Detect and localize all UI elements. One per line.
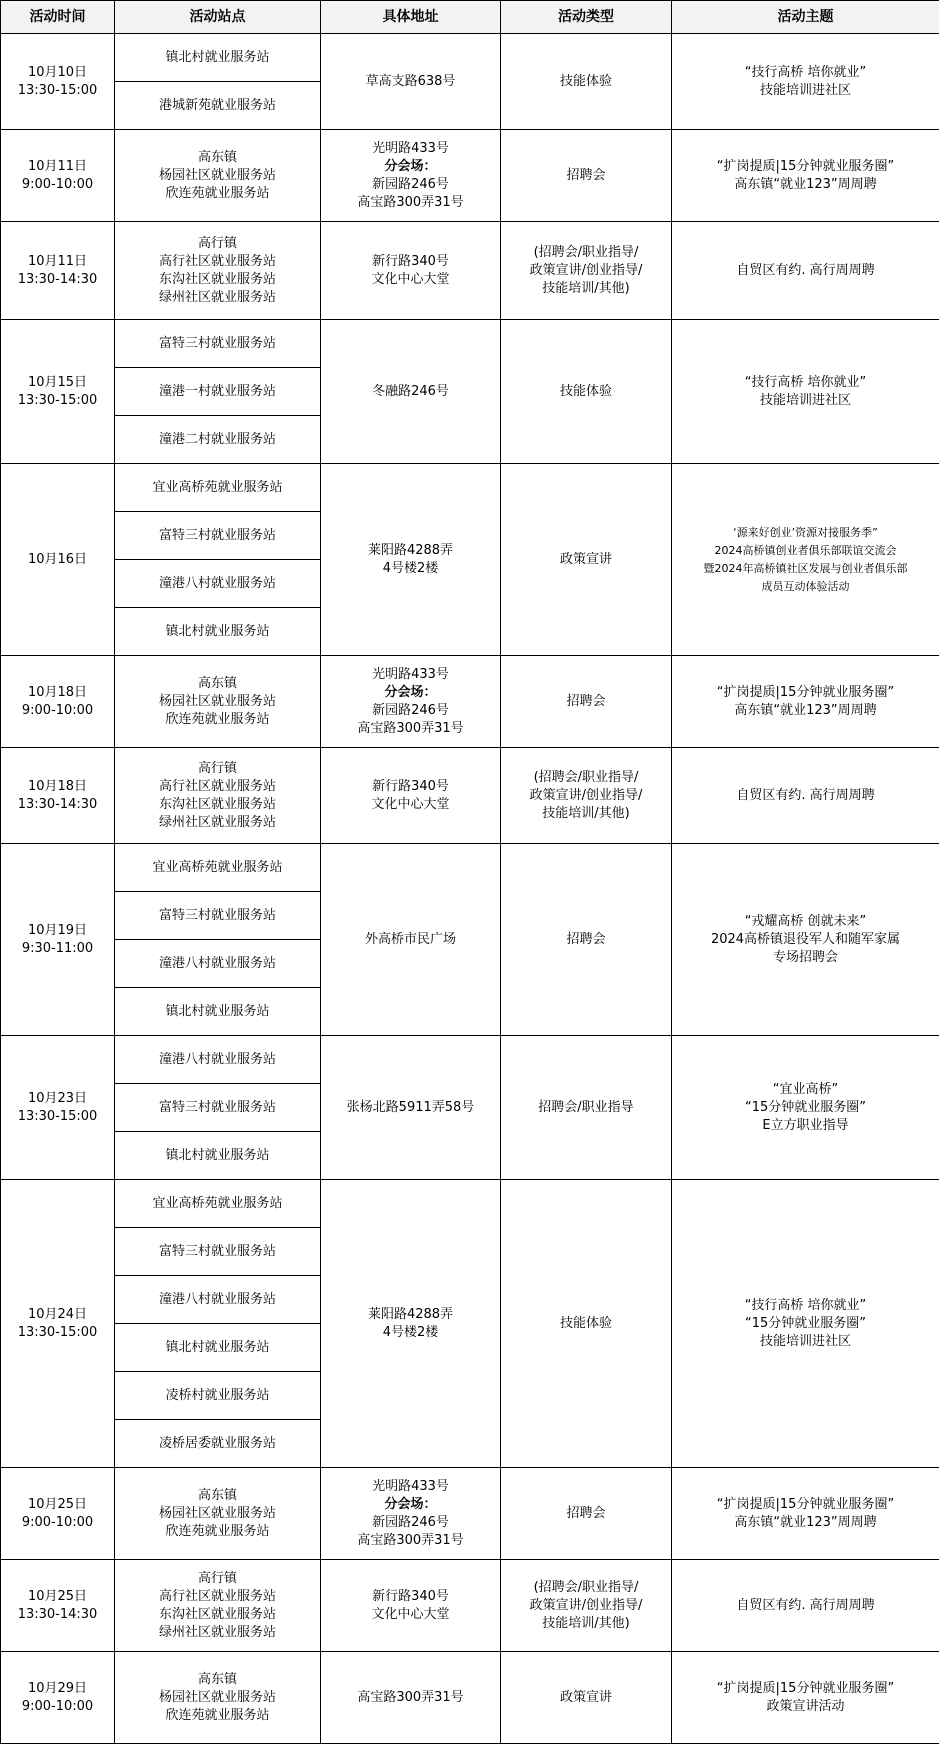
table-row <box>1 844 939 892</box>
cell-address <box>321 1652 501 1744</box>
cell-type: 招聘会 <box>501 1468 672 1560</box>
cell-theme: “扩岗提质|15分钟就业服务圈” 高东镇“就业123”周周聘 <box>672 130 939 222</box>
cell-time: 10月18日 9:00-10:00 <box>1 656 115 748</box>
cell-site: 富特三村就业服务站 <box>115 512 321 560</box>
address-line: 草高支路638号 <box>365 73 456 89</box>
table-row <box>1 1180 939 1228</box>
cell-address <box>321 320 501 464</box>
header-row <box>1 1 939 34</box>
address-line: 高宝路300弄31号 <box>357 194 464 210</box>
address-line: 新园路246号 <box>372 1514 449 1530</box>
cell-type: 技能体验 <box>501 1180 672 1468</box>
table-row <box>1 1560 939 1652</box>
cell-site: 港城新苑就业服务站 <box>115 82 321 130</box>
cell-type: 技能体验 <box>501 34 672 130</box>
cell-theme: 自贸区有约. 高行周周聘 <box>672 1560 939 1652</box>
cell-address <box>321 464 501 656</box>
address-line: 高宝路300弄31号 <box>357 1689 464 1705</box>
cell-theme: “扩岗提质|15分钟就业服务圈” 政策宣讲活动 <box>672 1652 939 1744</box>
header-theme: 活动主题 <box>672 1 939 34</box>
cell-theme: “扩岗提质|15分钟就业服务圈” 高东镇“就业123”周周聘 <box>672 656 939 748</box>
cell-site: 富特三村就业服务站 <box>115 1084 321 1132</box>
table-row <box>1 1468 939 1560</box>
cell-time: 10月25日 9:00-10:00 <box>1 1468 115 1560</box>
address-line: 光明路433号 <box>372 666 449 682</box>
cell-address <box>321 222 501 320</box>
cell-site: 高东镇 杨园社区就业服务站 欣连苑就业服务站 <box>115 1652 321 1744</box>
address-line: 高宝路300弄31号 <box>357 1532 464 1548</box>
cell-site: 高东镇 杨园社区就业服务站 欣连苑就业服务站 <box>115 656 321 748</box>
address-line: 分会场： <box>384 1496 437 1512</box>
cell-site: 高东镇 杨园社区就业服务站 欣连苑就业服务站 <box>115 1468 321 1560</box>
cell-time: 10月16日 <box>1 464 115 656</box>
cell-theme: ‘源来好创业’资源对接服务季” 2024高桥镇创业者俱乐部联谊交流会 暨2024年高桥镇社区发展与创业者俱乐部 成员互动体验活动 <box>672 464 939 656</box>
cell-address <box>321 1560 501 1652</box>
cell-theme: 自贸区有约. 高行周周聘 <box>672 748 939 844</box>
address-line: 张杨北路5911弄58号 <box>346 1099 475 1115</box>
address-line: 4号楼2楼 <box>382 560 439 576</box>
table-row <box>1 34 939 82</box>
address-line: 莱阳路4288弄 <box>367 542 454 558</box>
cell-theme: “扩岗提质|15分钟就业服务圈” 高东镇“就业123”周周聘 <box>672 1468 939 1560</box>
cell-type: (招聘会/职业指导/ 政策宣讲/创业指导/ 技能培训/其他) <box>501 748 672 844</box>
cell-site: 宜业高桥苑就业服务站 <box>115 464 321 512</box>
table-row <box>1 1652 939 1744</box>
cell-site: 潼港二村就业服务站 <box>115 416 321 464</box>
cell-address <box>321 656 501 748</box>
table-row <box>1 320 939 368</box>
cell-time: 10月11日 9:00-10:00 <box>1 130 115 222</box>
address-line: 新园路246号 <box>372 176 449 192</box>
cell-site: 镇北村就业服务站 <box>115 608 321 656</box>
cell-type: 招聘会 <box>501 656 672 748</box>
cell-type: (招聘会/职业指导/ 政策宣讲/创业指导/ 技能培训/其他) <box>501 222 672 320</box>
cell-site: 高行镇 高行社区就业服务站 东沟社区就业服务站 绿州社区就业服务站 <box>115 222 321 320</box>
cell-site: 潼港八村就业服务站 <box>115 560 321 608</box>
header-type: 活动类型 <box>501 1 672 34</box>
cell-address <box>321 748 501 844</box>
cell-type: 招聘会 <box>501 844 672 1036</box>
address-line: 分会场： <box>384 158 437 174</box>
table-row <box>1 464 939 512</box>
cell-site: 高行镇 高行社区就业服务站 东沟社区就业服务站 绿州社区就业服务站 <box>115 748 321 844</box>
address-line: 高宝路300弄31号 <box>357 720 464 736</box>
header-address: 具体地址 <box>321 1 501 34</box>
address-line: 光明路433号 <box>372 1478 449 1494</box>
address-line: 分会场： <box>384 684 437 700</box>
cell-site: 凌桥居委就业服务站 <box>115 1420 321 1468</box>
cell-site: 潼港一村就业服务站 <box>115 368 321 416</box>
table-row <box>1 748 939 844</box>
cell-time: 10月19日 9:30-11:00 <box>1 844 115 1036</box>
cell-site: 富特三村就业服务站 <box>115 1228 321 1276</box>
table-body <box>1 34 939 1744</box>
cell-address <box>321 1036 501 1180</box>
cell-site: 镇北村就业服务站 <box>115 1132 321 1180</box>
cell-time: 10月25日 13:30-14:30 <box>1 1560 115 1652</box>
address-line: 莱阳路4288弄 <box>367 1306 454 1322</box>
address-line: 新行路340号 <box>372 253 449 269</box>
cell-time: 10月11日 13:30-14:30 <box>1 222 115 320</box>
cell-address <box>321 1468 501 1560</box>
address-line: 文化中心大堂 <box>371 1606 450 1622</box>
cell-site: 宜业高桥苑就业服务站 <box>115 844 321 892</box>
table-row <box>1 1036 939 1084</box>
cell-type: 政策宣讲 <box>501 1652 672 1744</box>
cell-site: 镇北村就业服务站 <box>115 988 321 1036</box>
cell-site: 潼港八村就业服务站 <box>115 1276 321 1324</box>
cell-site: 富特三村就业服务站 <box>115 320 321 368</box>
cell-time: 10月29日 9:00-10:00 <box>1 1652 115 1744</box>
cell-theme: “技行高桥 培你就业” 技能培训进社区 <box>672 320 939 464</box>
table-row <box>1 130 939 222</box>
cell-theme: “戎耀高桥 创就未来” 2024高桥镇退役军人和随军家属 专场招聘会 <box>672 844 939 1036</box>
cell-type: (招聘会/职业指导/ 政策宣讲/创业指导/ 技能培训/其他) <box>501 1560 672 1652</box>
header-site: 活动站点 <box>115 1 321 34</box>
address-line: 外高桥市民广场 <box>364 931 456 947</box>
cell-time: 10月10日 13:30-15:00 <box>1 34 115 130</box>
cell-time: 10月23日 13:30-15:00 <box>1 1036 115 1180</box>
header-time: 活动时间 <box>1 1 115 34</box>
address-line: 光明路433号 <box>372 140 449 156</box>
cell-time: 10月15日 13:30-15:00 <box>1 320 115 464</box>
cell-type: 政策宣讲 <box>501 464 672 656</box>
cell-time: 10月18日 13:30-14:30 <box>1 748 115 844</box>
address-line: 新园路246号 <box>372 702 449 718</box>
cell-site: 富特三村就业服务站 <box>115 892 321 940</box>
cell-site: 潼港八村就业服务站 <box>115 940 321 988</box>
cell-site: 凌桥村就业服务站 <box>115 1372 321 1420</box>
cell-address <box>321 130 501 222</box>
cell-type: 招聘会 <box>501 130 672 222</box>
cell-theme: “宜业高桥” “15分钟就业服务圈” E立方职业指导 <box>672 1036 939 1180</box>
cell-theme: “技行高桥 培你就业” “15分钟就业服务圈” 技能培训进社区 <box>672 1180 939 1468</box>
address-line: 新行路340号 <box>372 1588 449 1604</box>
cell-address <box>321 844 501 1036</box>
address-line: 4号楼2楼 <box>382 1324 439 1340</box>
cell-site: 高行镇 高行社区就业服务站 东沟社区就业服务站 绿州社区就业服务站 <box>115 1560 321 1652</box>
address-line: 文化中心大堂 <box>371 271 450 287</box>
cell-site: 高东镇 杨园社区就业服务站 欣连苑就业服务站 <box>115 130 321 222</box>
table-row <box>1 656 939 748</box>
cell-site: 潼港八村就业服务站 <box>115 1036 321 1084</box>
cell-time: 10月24日 13:30-15:00 <box>1 1180 115 1468</box>
cell-address <box>321 1180 501 1468</box>
address-line: 新行路340号 <box>372 778 449 794</box>
address-line: 冬融路246号 <box>372 383 449 399</box>
table-row <box>1 222 939 320</box>
cell-theme: “技行高桥 培你就业” 技能培训进社区 <box>672 34 939 130</box>
address-line: 文化中心大堂 <box>371 796 450 812</box>
cell-theme: 自贸区有约. 高行周周聘 <box>672 222 939 320</box>
cell-site: 镇北村就业服务站 <box>115 34 321 82</box>
cell-site: 镇北村就业服务站 <box>115 1324 321 1372</box>
cell-address <box>321 34 501 130</box>
cell-site: 宜业高桥苑就业服务站 <box>115 1180 321 1228</box>
cell-type: 招聘会/职业指导 <box>501 1036 672 1180</box>
cell-type: 技能体验 <box>501 320 672 464</box>
